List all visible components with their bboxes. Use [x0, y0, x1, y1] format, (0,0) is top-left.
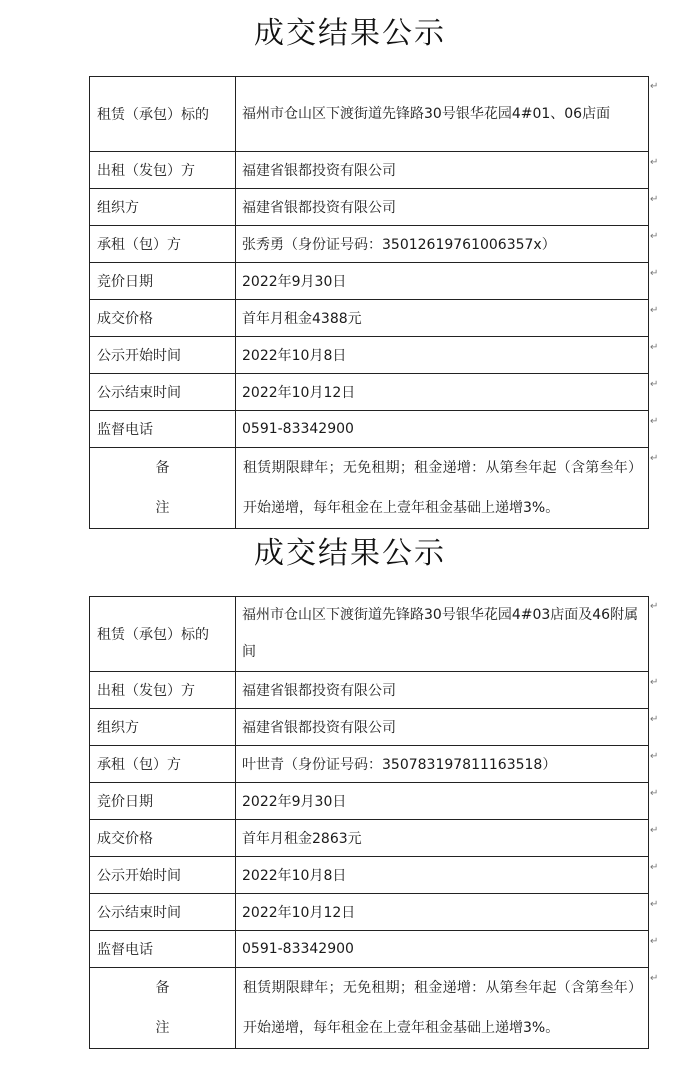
row-label-bid-date: 竞价日期	[90, 263, 236, 300]
paragraph-mark-icon: ↵	[650, 825, 659, 836]
table-row-remark	[90, 968, 649, 1049]
row-value-organizer: 福建省银都投资有限公司	[236, 709, 649, 746]
table-row	[90, 152, 649, 189]
table-row-remark	[90, 448, 649, 529]
table-row	[90, 672, 649, 709]
row-value-price: 首年月租金2863元	[236, 820, 649, 857]
paragraph-mark-icon: ↵	[650, 416, 659, 427]
row-label-bid-date: 竞价日期	[90, 783, 236, 820]
row-value-lease-object: 福州市仓山区下渡街道先锋路30号银华花园4#01、06店面	[236, 77, 649, 152]
table-row	[90, 337, 649, 374]
table-row	[90, 709, 649, 746]
paragraph-mark-icon: ↵	[650, 157, 659, 168]
paragraph-mark-icon: ↵	[650, 973, 659, 984]
row-label-price: 成交价格	[90, 820, 236, 857]
row-label-lease-object: 租赁（承包）标的	[90, 597, 236, 672]
row-label-lessee: 承租（包）方	[90, 746, 236, 783]
paragraph-mark-icon: ↵	[650, 601, 659, 612]
table-row	[90, 931, 649, 968]
row-label-end-date: 公示结束时间	[90, 374, 236, 411]
notice-table	[89, 76, 649, 529]
table-row	[90, 77, 649, 152]
paragraph-mark-icon: ↵	[650, 899, 659, 910]
row-label-phone: 监督电话	[90, 931, 236, 968]
row-label-lease-object: 租赁（承包）标的	[90, 77, 236, 152]
remark-label-char: 注	[155, 1020, 170, 1036]
row-label-organizer: 组织方	[90, 709, 236, 746]
row-label-organizer: 组织方	[90, 189, 236, 226]
row-value-start-date: 2022年10月8日	[236, 857, 649, 894]
paragraph-mark-icon: ↵	[650, 862, 659, 873]
table-row	[90, 300, 649, 337]
table-row	[90, 820, 649, 857]
row-value-price: 首年月租金4388元	[236, 300, 649, 337]
table-row	[90, 894, 649, 931]
paragraph-mark-icon: ↵	[650, 194, 659, 205]
remark-text: 租赁期限肆年；无免租期；租金递增：从第叁年起（含第叁年）开始递增，每年租金在上壹年租金基础上递增3%。	[236, 448, 649, 529]
row-value-phone: 0591-83342900	[236, 931, 649, 968]
paragraph-mark-icon: ↵	[650, 788, 659, 799]
remark-label	[90, 968, 236, 1049]
row-value-phone: 0591-83342900	[236, 411, 649, 448]
row-label-lessor: 出租（发包）方	[90, 672, 236, 709]
paragraph-mark-icon: ↵	[650, 453, 659, 464]
paragraph-mark-icon: ↵	[650, 342, 659, 353]
row-value-bid-date: 2022年9月30日	[236, 263, 649, 300]
table-row	[90, 857, 649, 894]
paragraph-mark-icon: ↵	[650, 305, 659, 316]
paragraph-mark-icon: ↵	[650, 81, 659, 92]
table-row	[90, 597, 649, 672]
table-row	[90, 746, 649, 783]
row-value-organizer: 福建省银都投资有限公司	[236, 189, 649, 226]
table-row	[90, 189, 649, 226]
table-row	[90, 263, 649, 300]
paragraph-mark-icon: ↵	[650, 936, 659, 947]
remark-label-char: 备	[155, 980, 170, 996]
paragraph-mark-icon: ↵	[650, 268, 659, 279]
row-label-price: 成交价格	[90, 300, 236, 337]
row-label-phone: 监督电话	[90, 411, 236, 448]
paragraph-mark-icon: ↵	[650, 714, 659, 725]
notice-title: 成交结果公示	[254, 536, 446, 571]
table-row	[90, 374, 649, 411]
row-value-end-date: 2022年10月12日	[236, 894, 649, 931]
row-label-lessor: 出租（发包）方	[90, 152, 236, 189]
remark-label	[90, 448, 236, 529]
row-value-lease-object: 福州市仓山区下渡街道先锋路30号银华花园4#03店面及46附属间	[236, 597, 649, 672]
remark-text: 租赁期限肆年；无免租期；租金递增：从第叁年起（含第叁年）开始递增，每年租金在上壹年租金基础上递增3%。	[236, 968, 649, 1049]
row-value-lessee: 张秀勇（身份证号码：35012619761006357x）	[236, 226, 649, 263]
row-label-start-date: 公示开始时间	[90, 337, 236, 374]
paragraph-mark-icon: ↵	[650, 677, 659, 688]
row-value-lessor: 福建省银都投资有限公司	[236, 152, 649, 189]
row-value-start-date: 2022年10月8日	[236, 337, 649, 374]
notice-table	[89, 596, 649, 1049]
row-value-lessor: 福建省银都投资有限公司	[236, 672, 649, 709]
remark-label-char: 备	[155, 460, 170, 476]
paragraph-mark-icon: ↵	[650, 751, 659, 762]
table-row	[90, 783, 649, 820]
row-value-bid-date: 2022年9月30日	[236, 783, 649, 820]
row-value-lessee: 叶世青（身份证号码：350783197811163518）	[236, 746, 649, 783]
row-label-end-date: 公示结束时间	[90, 894, 236, 931]
notice-title: 成交结果公示	[254, 16, 446, 51]
table-row	[90, 226, 649, 263]
paragraph-mark-icon: ↵	[650, 379, 659, 390]
row-value-end-date: 2022年10月12日	[236, 374, 649, 411]
paragraph-mark-icon: ↵	[650, 231, 659, 242]
row-label-start-date: 公示开始时间	[90, 857, 236, 894]
remark-label-char: 注	[155, 500, 170, 516]
row-label-lessee: 承租（包）方	[90, 226, 236, 263]
table-row	[90, 411, 649, 448]
